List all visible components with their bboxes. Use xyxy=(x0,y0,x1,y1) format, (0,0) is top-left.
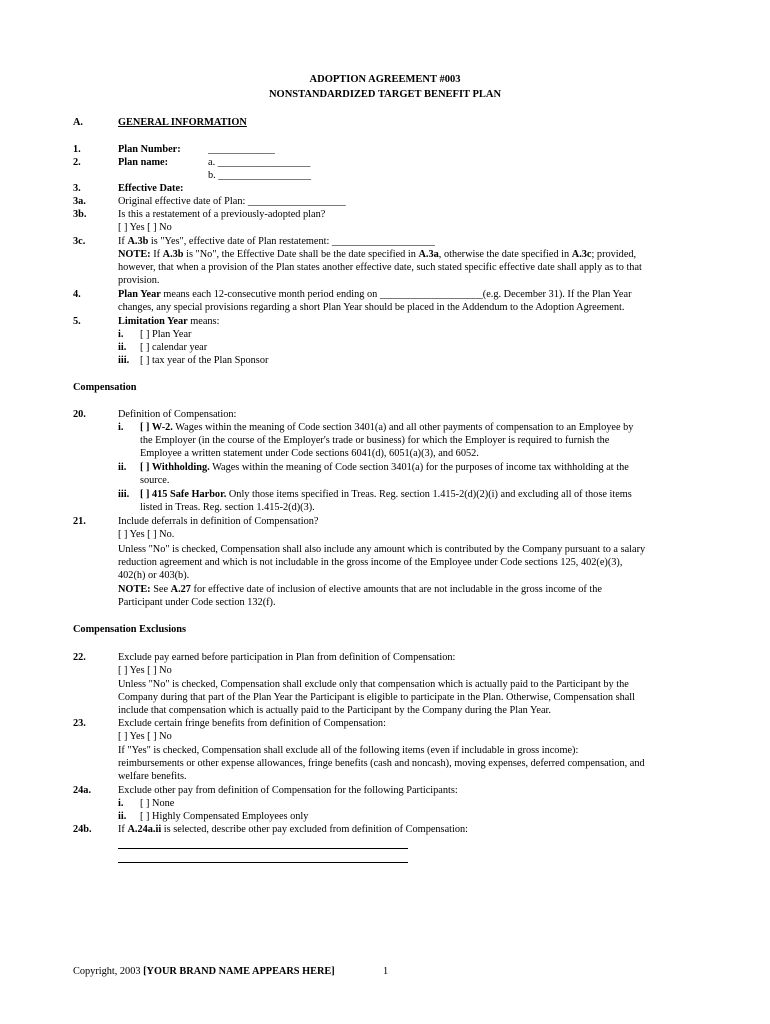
plan-name-label: Plan name: xyxy=(118,157,169,168)
deferrals-text: reduction agreement and which is not includable in the gross income of the Employee under Code sections 125, 402(e)(3), xyxy=(118,557,623,568)
deferrals-question: Include deferrals in definition of Compensation? xyxy=(118,516,319,527)
option-number: i. xyxy=(118,798,124,809)
limitation-option-calendar-year[interactable]: [ ] calendar year xyxy=(140,342,208,353)
deferrals-text: 402(h) or 403(b). xyxy=(118,570,190,581)
item-number: 2. xyxy=(73,157,81,168)
plan-year-definition[interactable]: Plan Year means each 12-consecutive month period ending on ____________________(e.g. December 31). If the Plan Year xyxy=(118,289,632,300)
item-number: 3c. xyxy=(73,236,86,247)
item-number: 23. xyxy=(73,718,86,729)
exclusion-text: include that compensation which is actually paid to the Participant by the Company during the Plan Year. xyxy=(118,705,551,716)
compensation-note-line: Participant under Code section 132(f). xyxy=(118,597,276,608)
answer-line[interactable] xyxy=(118,848,408,849)
effective-date-note: NOTE: If A.3b is "No", the Effective Date shall be the date specified in A.3a, otherwise the date specified in A.3c; provided, xyxy=(118,249,637,260)
safe-harbor-option[interactable]: [ ] 415 Safe Harbor. Only those items specified in Treas. Reg. section 1.415-2(d)(2)(i) and excluding all of those items xyxy=(140,489,632,500)
option-number: i. xyxy=(118,329,124,340)
page-footer: Copyright, 2003 [YOUR BRAND NAME APPEARS HERE] xyxy=(73,966,335,977)
document-subtitle: NONSTANDARDIZED TARGET BENEFIT PLAN xyxy=(268,89,502,100)
item-number: 22. xyxy=(73,652,86,663)
option-number: iii. xyxy=(118,489,130,500)
limitation-year-definition: Limitation Year means: xyxy=(118,316,220,327)
safe-harbor-text: listed in Treas. Reg. section 1.415-2(d)(3). xyxy=(140,502,315,513)
answer-line[interactable] xyxy=(118,862,408,863)
document-title: ADOPTION AGREEMENT #003 xyxy=(309,74,461,85)
describe-other-pay: If A.24a.ii is selected, describe other pay excluded from definition of Compensation: xyxy=(118,824,469,835)
w2-text: Employee a written statement under Code sections 6041(d), 6051(a)(3), and 6052. xyxy=(140,448,479,459)
deferrals-options[interactable]: [ ] Yes [ ] No. xyxy=(118,529,175,540)
item-number: 3b. xyxy=(73,209,87,220)
section-letter: A. xyxy=(73,117,84,128)
section-heading: GENERAL INFORMATION xyxy=(118,117,247,128)
withholding-text: source. xyxy=(140,475,170,486)
option-number: ii. xyxy=(118,342,127,353)
exclude-pre-participation-options[interactable]: [ ] Yes [ ] No xyxy=(118,665,172,676)
w2-option[interactable]: [ ] W-2. Wages within the meaning of Code section 3401(a) and all other payments of compensation to an Employee by xyxy=(140,422,634,433)
page-number: 1 xyxy=(383,966,389,977)
compensation-definition: Definition of Compensation: xyxy=(118,409,237,420)
original-effective-date[interactable]: Original effective date of Plan: ___________________ xyxy=(118,196,346,207)
option-number: iii. xyxy=(118,355,130,366)
compensation-heading: Compensation xyxy=(73,382,137,393)
plan-name-a-blank[interactable]: a. __________________ xyxy=(208,157,311,168)
item-number: 3a. xyxy=(73,196,86,207)
item-number: 21. xyxy=(73,516,86,527)
exclusion-text: Company during that part of the Plan Year the Participant is eligible to participate in the Plan. Otherwise, Compensation shall xyxy=(118,692,636,703)
exclude-option-none[interactable]: [ ] None xyxy=(140,798,175,809)
exclusion-text: Unless "No" is checked, Compensation shall exclude only that compensation which is actually paid to the Participant by the xyxy=(118,679,629,690)
restatement-question: Is this a restatement of a previously-adopted plan? xyxy=(118,209,326,220)
exclude-pre-participation: Exclude pay earned before participation in Plan from definition of Compensation: xyxy=(118,652,456,663)
effective-date-label: Effective Date: xyxy=(118,183,184,194)
limitation-option-plan-year[interactable]: [ ] Plan Year xyxy=(140,329,192,340)
exclusion-text: If "Yes" is checked, Compensation shall exclude all of the following items (even if includable in gross income): xyxy=(118,745,579,756)
item-number: 3. xyxy=(73,183,81,194)
option-number: i. xyxy=(118,422,124,433)
limitation-option-tax-year[interactable]: [ ] tax year of the Plan Sponsor xyxy=(140,355,269,366)
item-number: 4. xyxy=(73,289,81,300)
exclusion-text: reimbursements or other expense allowances, fringe benefits (cash and noncash), moving expenses, deferred compensation, and xyxy=(118,758,645,769)
restatement-options[interactable]: [ ] Yes [ ] No xyxy=(118,222,172,233)
exclusions-heading: Compensation Exclusions xyxy=(73,624,187,635)
plan-year-text: changes, any special provisions regarding a short Plan Year should be placed in the Addendum to the Adoption Agreement. xyxy=(118,302,625,313)
plan-number-blank[interactable]: _____________ xyxy=(208,144,275,155)
item-number: 5. xyxy=(73,316,81,327)
withholding-option[interactable]: [ ] Withholding. Wages within the meaning of Code section 3401(a) for the purposes of income tax withholding at the xyxy=(140,462,629,473)
item-number: 1. xyxy=(73,144,81,155)
exclusion-text: welfare benefits. xyxy=(118,771,187,782)
deferrals-text: Unless "No" is checked, Compensation shall also include any amount which is contributed by the Company pursuant to a salary xyxy=(118,544,646,555)
plan-name-b-blank[interactable]: b. __________________ xyxy=(208,170,311,181)
item-number: 24b. xyxy=(73,824,92,835)
option-number: ii. xyxy=(118,811,127,822)
item-number: 24a. xyxy=(73,785,92,796)
w2-text: the Employer (in the course of the Employer's trade or business) for which the Employer is required to furnish the xyxy=(140,435,610,446)
plan-number-label: Plan Number: xyxy=(118,144,181,155)
exclude-fringe-benefits: Exclude certain fringe benefits from definition of Compensation: xyxy=(118,718,386,729)
item-number: 20. xyxy=(73,409,86,420)
note-line: provision. xyxy=(118,275,160,286)
option-number: ii. xyxy=(118,462,127,473)
compensation-note: NOTE: See A.27 for effective date of inclusion of elective amounts that are not includable in the gross income of the xyxy=(118,584,602,595)
exclude-other-pay: Exclude other pay from definition of Compensation for the following Participants: xyxy=(118,785,458,796)
restatement-date[interactable]: If A.3b is "Yes", effective date of Plan restatement: ____________________ xyxy=(118,236,435,247)
exclude-fringe-benefits-options[interactable]: [ ] Yes [ ] No xyxy=(118,731,172,742)
exclude-option-hce[interactable]: [ ] Highly Compensated Employees only xyxy=(140,811,309,822)
note-line: however, that when a provision of the Plan states another effective date, such stated specific effective date shall apply as to that xyxy=(118,262,642,273)
